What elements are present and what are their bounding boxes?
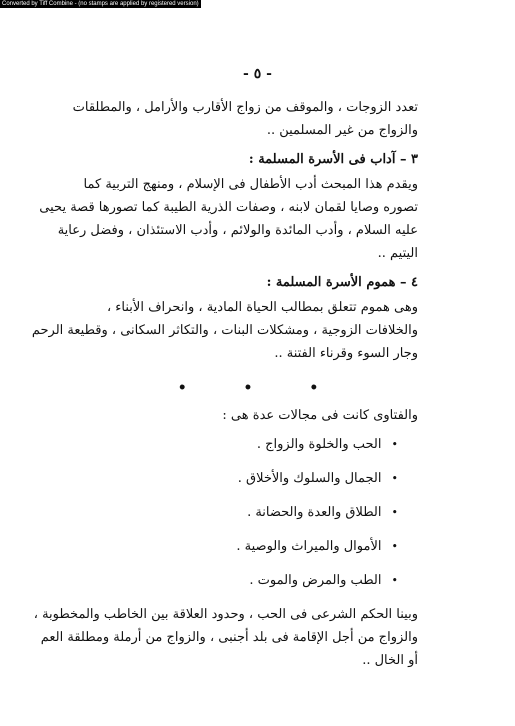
list-item-label: الحب والخلوة والزواج . <box>256 437 382 452</box>
list-item <box>78 467 398 490</box>
bullet-icon: • <box>391 506 398 519</box>
page-number: - ٥ - <box>243 66 272 82</box>
list-item-label: الطلاق والعدة والحضانة . <box>247 505 382 520</box>
section-paragraph-4 <box>31 296 418 365</box>
text-line: عليه السلام ، وأدب المائدة والولائم ، وأدب الاستئذان ، وفضل رعاية <box>57 223 418 238</box>
page-body <box>31 96 418 672</box>
bullet-icon: • <box>391 574 398 587</box>
text-line: وجار السوء وقرناء الفتنة .. <box>274 346 418 361</box>
text-line: والزواج من غير المسلمين .. <box>266 123 418 138</box>
section-heading-3: ٣ – آداب فى الأسرة المسلمة : <box>248 152 418 167</box>
text-line: تعدد الزوجات ، والموقف من زواج الأقارب والأرامل ، والمطلقات <box>72 100 418 115</box>
list-item <box>78 535 398 558</box>
list-item-label: الطب والمرض والموت . <box>249 573 382 588</box>
text-line: والخلافات الزوجية ، ومشكلات البنات ، والتكاثر السكانى ، وقطيعة الرحم <box>31 323 418 338</box>
section-paragraph-3 <box>39 173 418 265</box>
fatawa-intro: والفتاوى كانت فى مجالات عدة هى : <box>222 408 418 423</box>
list-item-label: الجمال والسلوك والأخلاق . <box>237 471 382 486</box>
text-line: تصوره وصايا لقمان لابنه ، وصفات الذرية الطيبة كما تصورها قصة يحيى <box>39 200 418 215</box>
list-item <box>78 569 398 592</box>
section-separator: • • • <box>177 380 345 396</box>
text-line: ويقدم هذا المبحث أدب الأطفال فى الإسلام ، ومنهج التربية كما <box>83 177 418 192</box>
intro-paragraph <box>72 96 418 142</box>
list-item <box>78 433 398 456</box>
text-line: أو الخال .. <box>362 653 418 668</box>
text-line: وهى هموم تتعلق بمطالب الحياة المادية ، وانحراف الأبناء ، <box>106 300 418 315</box>
text-line: وبينا الحكم الشرعى فى الحب ، وحدود العلاقة بين الخاطب والمخطوبة ، <box>33 607 418 622</box>
list-item <box>78 501 398 524</box>
bullet-icon: • <box>391 472 398 485</box>
converter-banner: Converted by Tiff Combine - (no stamps are applied by registered version) <box>2 1 199 7</box>
section-heading-4: ٤ – هموم الأسرة المسلمة : <box>266 275 418 290</box>
list-item-label: الأموال والميراث والوصية . <box>236 539 382 554</box>
text-line: اليتيم .. <box>377 246 418 261</box>
text-line: والزواج من أجل الإقامة فى بلد أجنبى ، والزواج من أرملة ومطلقة العم <box>40 630 418 645</box>
bullet-icon: • <box>391 540 398 553</box>
bullet-icon: • <box>391 438 398 451</box>
closing-paragraph <box>33 603 418 672</box>
topics-list <box>78 433 418 592</box>
